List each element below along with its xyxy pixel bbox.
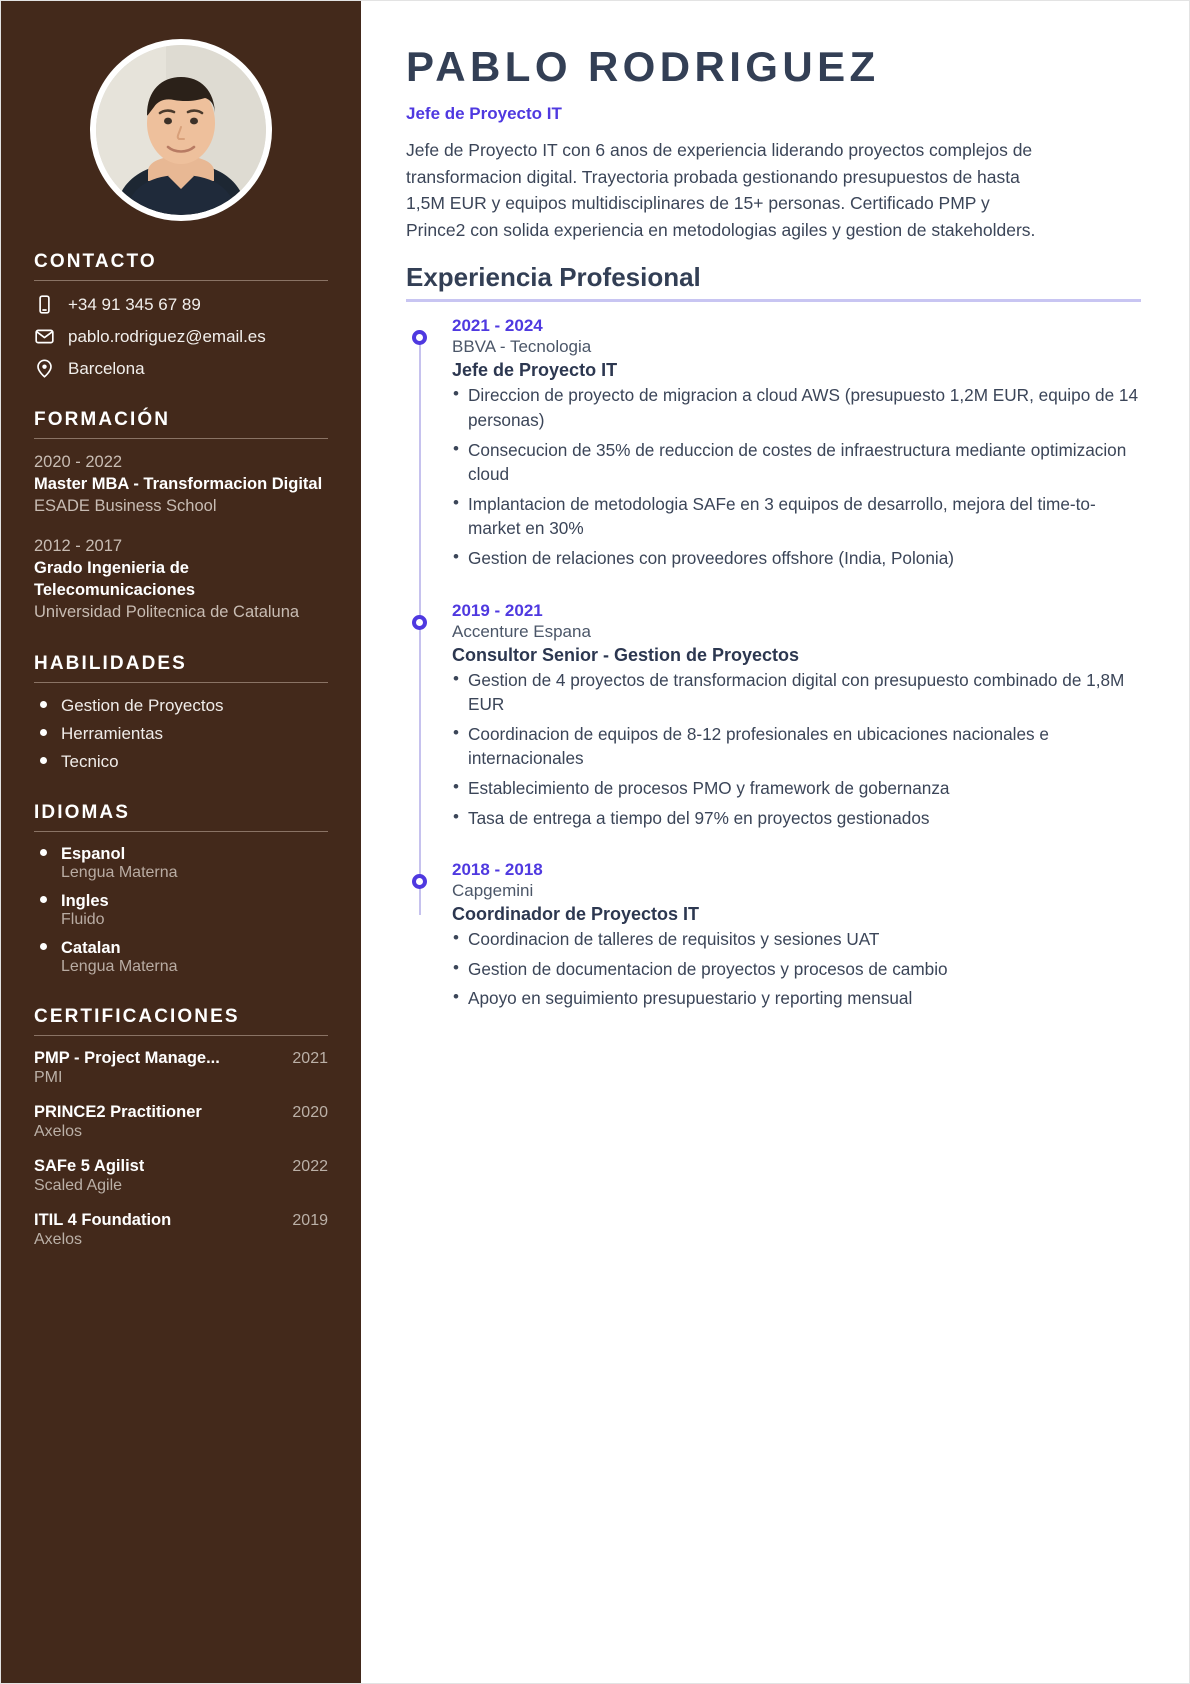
- education-degree: Grado Ingenieria de Telecomunicaciones: [34, 559, 196, 599]
- bullet-item: • Establecimiento de procesos PMO y framework de gobernanza: [452, 776, 1141, 801]
- bullet-item: • Implantacion de metodologia SAFe en 3 equipos de desarrollo, mejora del time-to-market en 30%: [452, 492, 1141, 541]
- experience-role: Consultor Senior - Gestion de Proyectos: [452, 644, 800, 665]
- certification-year: 2022: [292, 1158, 328, 1176]
- list-item: [34, 892, 328, 929]
- bullet-item: • Gestion de relaciones con proveedores offshore (India, Polonia): [452, 546, 1141, 571]
- professional-summary: Jefe de Proyecto IT con 6 anos de experiencia liderando proyectos complejos de transformacion digital. Trayectoria probada gestionando presupuestos de hasta 1,5M EUR y equipos multidisciplinares de 15+ personas. Certificado PMP y Prince2 con solida experiencia en metodologias agiles y gestion de stakeholders.: [406, 140, 1036, 240]
- experience-bullets: [452, 668, 1141, 831]
- section-formacion: [34, 409, 328, 623]
- divider: [34, 438, 328, 439]
- skill-label: Tecnico: [61, 752, 119, 772]
- experience-role: Coordinador de Proyectos IT: [452, 904, 700, 925]
- main-content: [361, 1, 1189, 1683]
- certification-item: [34, 1103, 328, 1141]
- contact-phone[interactable]: [34, 294, 328, 315]
- language-level: Lengua Materna: [61, 958, 178, 976]
- experience-bullets: [452, 383, 1141, 570]
- list-item: [34, 696, 328, 716]
- contact-email[interactable]: [34, 326, 328, 347]
- language-level: Lengua Materna: [61, 864, 178, 882]
- list-item: [34, 845, 328, 882]
- certification-name: SAFe 5 Agilist: [34, 1157, 145, 1176]
- certification-item: [34, 1211, 328, 1249]
- section-certificaciones: [34, 1006, 328, 1249]
- experience-role: Jefe de Proyecto IT: [452, 360, 618, 381]
- bullet-item: • Tasa de entrega a tiempo del 97% en proyectos gestionados: [452, 806, 1141, 831]
- section-title-certificaciones: CERTIFICACIONES: [34, 1006, 240, 1028]
- experience-company: BBVA - Tecnologia: [452, 337, 592, 357]
- experience-bullets: [452, 927, 1141, 1011]
- divider: [34, 682, 328, 683]
- certification-year: 2019: [292, 1212, 328, 1230]
- bullet-icon: [40, 701, 47, 708]
- section-title-experiencia: Experiencia Profesional: [406, 262, 701, 293]
- experience-item: [452, 316, 1141, 570]
- language-name: Espanol: [61, 845, 126, 864]
- bullet-icon: [40, 757, 47, 764]
- timeline-marker-icon: [412, 615, 427, 630]
- contact-location[interactable]: [34, 358, 328, 379]
- bullet-item: • Apoyo en seguimiento presupuestario y reporting mensual: [452, 986, 1141, 1011]
- experience-dates: 2021 - 2024: [452, 316, 543, 336]
- divider: [34, 831, 328, 832]
- section-title-habilidades: HABILIDADES: [34, 653, 187, 675]
- divider: [34, 280, 328, 281]
- list-item: [34, 752, 328, 772]
- section-idiomas: [34, 802, 328, 976]
- experience-company: Capgemini: [452, 881, 534, 901]
- certification-org: Axelos: [34, 1231, 83, 1249]
- certification-year: 2020: [292, 1104, 328, 1122]
- section-title-contacto: CONTACTO: [34, 251, 157, 272]
- certification-name: ITIL 4 Foundation: [34, 1211, 172, 1230]
- list-item: [34, 939, 328, 976]
- bullet-item: • Direccion de proyecto de migracion a cloud AWS (presupuesto 1,2M EUR, equipo de 14 personas): [452, 383, 1141, 432]
- avatar: [90, 39, 272, 221]
- timeline-marker-icon: [412, 874, 427, 889]
- experience-company: Accenture Espana: [452, 621, 591, 641]
- section-title-formacion: FORMACIÓN: [34, 409, 171, 430]
- bullet-icon: [40, 849, 47, 856]
- certification-name: PRINCE2 Practitioner: [34, 1103, 202, 1122]
- certification-name: PMP - Project Manage...: [34, 1049, 220, 1068]
- skill-label: Gestion de Proyectos: [61, 696, 224, 716]
- experience-dates: 2019 - 2021: [452, 600, 543, 620]
- divider: [406, 299, 1141, 302]
- bullet-item: • Gestion de 4 proyectos de transformacion digital con presupuesto combinado de 1,8M EUR: [452, 668, 1141, 717]
- sidebar: [1, 1, 361, 1683]
- timeline-marker-icon: [412, 330, 427, 345]
- bullet-item: • Coordinacion de equipos de 8-12 profesionales en ubicaciones nacionales e internacionales: [452, 722, 1141, 771]
- list-item: [34, 724, 328, 744]
- education-item: [34, 536, 328, 623]
- bullet-item: • Consecucion de 35% de reduccion de costes de infraestructura mediante optimizacion cloud: [452, 438, 1141, 487]
- section-habilidades: [34, 653, 328, 772]
- education-school: ESADE Business School: [34, 496, 217, 515]
- education-school: Universidad Politecnica de Cataluna: [34, 602, 300, 621]
- bullet-icon: [40, 729, 47, 736]
- profile-photo-illustration: [96, 45, 266, 215]
- language-name: Catalan: [61, 939, 121, 958]
- bullet-item: • Gestion de documentacion de proyectos y procesos de cambio: [452, 957, 1141, 982]
- phone-icon: [34, 294, 55, 315]
- education-dates: 2020 - 2022: [34, 453, 123, 471]
- contact-location-value: Barcelona: [68, 358, 145, 378]
- education-degree: Master MBA - Transformacion Digital: [34, 474, 323, 493]
- certification-item: [34, 1049, 328, 1087]
- section-title-idiomas: IDIOMAS: [34, 802, 130, 824]
- email-icon: [34, 326, 55, 347]
- bullet-item: • Coordinacion de talleres de requisitos y sesiones UAT: [452, 927, 1141, 952]
- experience-item: [452, 860, 1141, 1011]
- certification-org: Scaled Agile: [34, 1177, 123, 1195]
- certification-item: [34, 1157, 328, 1195]
- language-level: Fluido: [61, 911, 105, 929]
- contact-email-value: pablo.rodriguez@email.es: [68, 326, 266, 346]
- skill-label: Herramientas: [61, 724, 164, 744]
- experience-item: [452, 601, 1141, 831]
- job-headline: Jefe de Proyecto IT: [406, 104, 562, 124]
- language-name: Ingles: [61, 892, 109, 911]
- education-item: [34, 452, 328, 517]
- education-dates: 2012 - 2017: [34, 537, 123, 556]
- certification-org: PMI: [34, 1069, 63, 1087]
- experience-timeline: [406, 316, 1141, 1011]
- certification-org: Axelos: [34, 1123, 83, 1141]
- bullet-icon: [40, 896, 47, 903]
- page-title: PABLO RODRIGUEZ: [406, 43, 880, 90]
- divider: [34, 1035, 328, 1036]
- section-contacto: [34, 251, 328, 379]
- certification-year: 2021: [292, 1050, 328, 1068]
- bullet-icon: [40, 943, 47, 950]
- location-icon: [34, 358, 55, 379]
- experience-dates: 2018 - 2018: [452, 860, 543, 880]
- contact-phone-value: +34 91 345 67 89: [68, 294, 201, 314]
